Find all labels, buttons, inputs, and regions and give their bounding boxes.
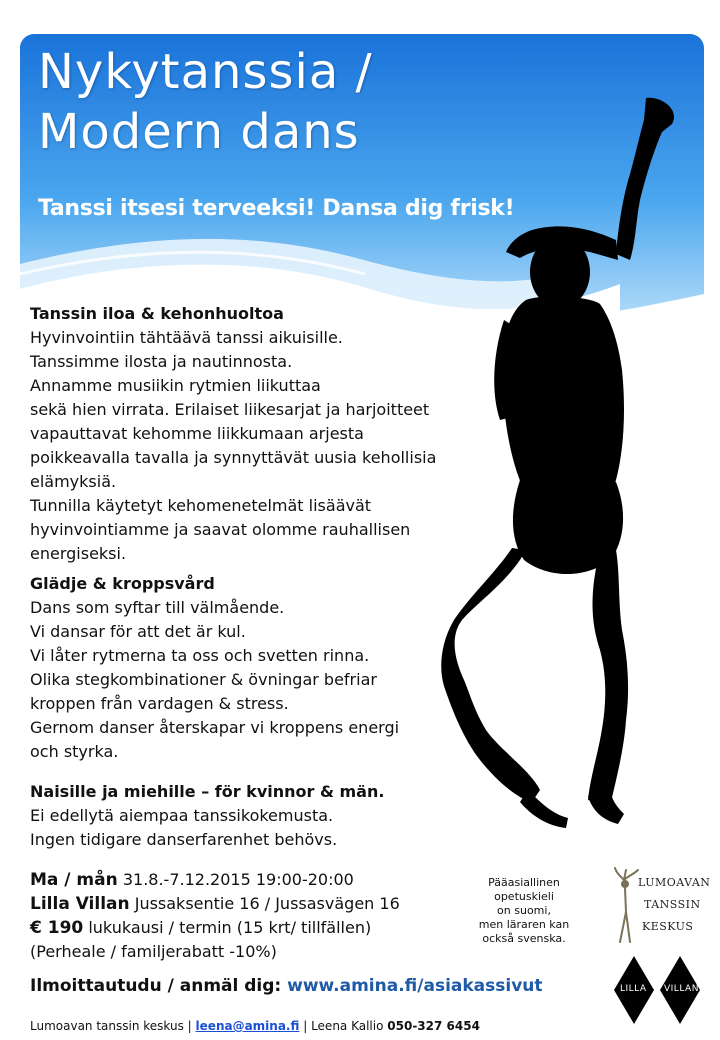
note-line: opetuskieli xyxy=(494,890,554,903)
language-note xyxy=(474,876,574,946)
body-line: Vi dansar för att det är kul. xyxy=(30,622,246,641)
cta-label: Ilmoittautudu / anmäl dig: xyxy=(30,976,282,996)
schedule-discount: (Perheale / familjerabatt -10%) xyxy=(30,942,277,961)
email-link[interactable]: leena@amina.fi xyxy=(195,1019,300,1033)
section-swedish xyxy=(30,572,399,764)
section-heading: Naisille ja miehille – för kvinnor & män. xyxy=(30,782,385,801)
footer xyxy=(30,1019,480,1033)
schedule-venue xyxy=(30,892,400,916)
body-line: vapauttavat kehomme liikkumaan arjesta xyxy=(30,424,364,443)
body-line: hyvinvointiamme ja saavat olomme rauhallisen xyxy=(30,520,411,539)
body-line: Annamme musiikin rytmien liikuttaa xyxy=(30,376,321,395)
section-audience xyxy=(30,780,384,852)
body-line: Ingen tidigare danserfarenhet behövs. xyxy=(30,830,338,849)
body-line: Hyvinvointiin tähtäävä tanssi aikuisille. xyxy=(30,328,343,347)
venue-value: Jussaksentie 16 / Jussasvägen 16 xyxy=(134,894,400,913)
footer-contact: | Leena Kallio xyxy=(303,1019,384,1033)
body-line: poikkeavalla tavalla ja synnyttävät uusia kehollisia xyxy=(30,448,437,467)
body-line: sekä hien virrata. Erilaiset liikesarjat ja harjoitteet xyxy=(30,400,430,419)
day-value: 31.8.-7.12.2015 19:00-20:00 xyxy=(122,870,354,889)
body-line: Olika stegkombinationer & övningar befriar xyxy=(30,670,377,689)
price-value: lukukausi / termin (15 krt/ tillfällen) xyxy=(88,918,372,937)
body-line: elämyksiä. xyxy=(30,472,117,491)
schedule-block xyxy=(30,868,400,964)
body-line: Gernom danser återskapar vi kroppens energi xyxy=(30,718,400,737)
note-line: on suomi, xyxy=(497,904,551,917)
body-line: Vi låter rytmerna ta oss och svetten rinna. xyxy=(30,646,370,665)
title-line-1: Nykytanssia / xyxy=(38,44,373,100)
tagline: Tanssi itsesi terveeksi! Dansa dig frisk! xyxy=(38,196,515,221)
body-line: energiseksi. xyxy=(30,544,127,563)
phone-number: 050-327 6454 xyxy=(387,1019,480,1033)
body-line: Ei edellytä aiempaa tanssikokemusta. xyxy=(30,806,334,825)
logo-word: LUMOAVAN xyxy=(638,876,711,889)
logo-word: LILLA xyxy=(620,984,647,994)
logo-word: TANSSIN xyxy=(644,898,701,911)
logo-word: VILLAN xyxy=(664,984,699,994)
note-line: Pääasiallinen xyxy=(488,876,560,889)
lumoavan-logo xyxy=(612,866,711,946)
registration-cta xyxy=(30,976,543,996)
section-heading: Glädje & kroppsvård xyxy=(30,574,215,593)
venue-label: Lilla Villan xyxy=(30,894,130,914)
body-line: Dans som syftar till välmående. xyxy=(30,598,285,617)
dancer-silhouette xyxy=(440,90,680,834)
body-line: kroppen från vardagen & stress. xyxy=(30,694,289,713)
price-label: € 190 xyxy=(30,918,84,938)
body-line: och styrka. xyxy=(30,742,119,761)
note-line: men läraren kan xyxy=(478,918,570,931)
page-title xyxy=(38,42,373,162)
body-line: Tanssimme ilosta ja nautinnosta. xyxy=(30,352,293,371)
note-line: också svenska. xyxy=(482,932,566,945)
schedule-price xyxy=(30,916,400,940)
lilla-villan-logo xyxy=(612,954,704,1030)
title-line-2: Modern dans xyxy=(38,104,360,160)
schedule-day xyxy=(30,868,400,892)
logo-word: KESKUS xyxy=(642,920,694,933)
day-label: Ma / mån xyxy=(30,870,118,890)
footer-org: Lumoavan tanssin keskus | xyxy=(30,1019,192,1033)
section-finnish xyxy=(30,302,436,566)
body-line: Tunnilla käytetyt kehomenetelmät lisäävät xyxy=(30,496,372,515)
section-heading: Tanssin iloa & kehonhuoltoa xyxy=(30,304,284,323)
registration-link[interactable]: www.amina.fi/asiakassivut xyxy=(287,976,543,996)
